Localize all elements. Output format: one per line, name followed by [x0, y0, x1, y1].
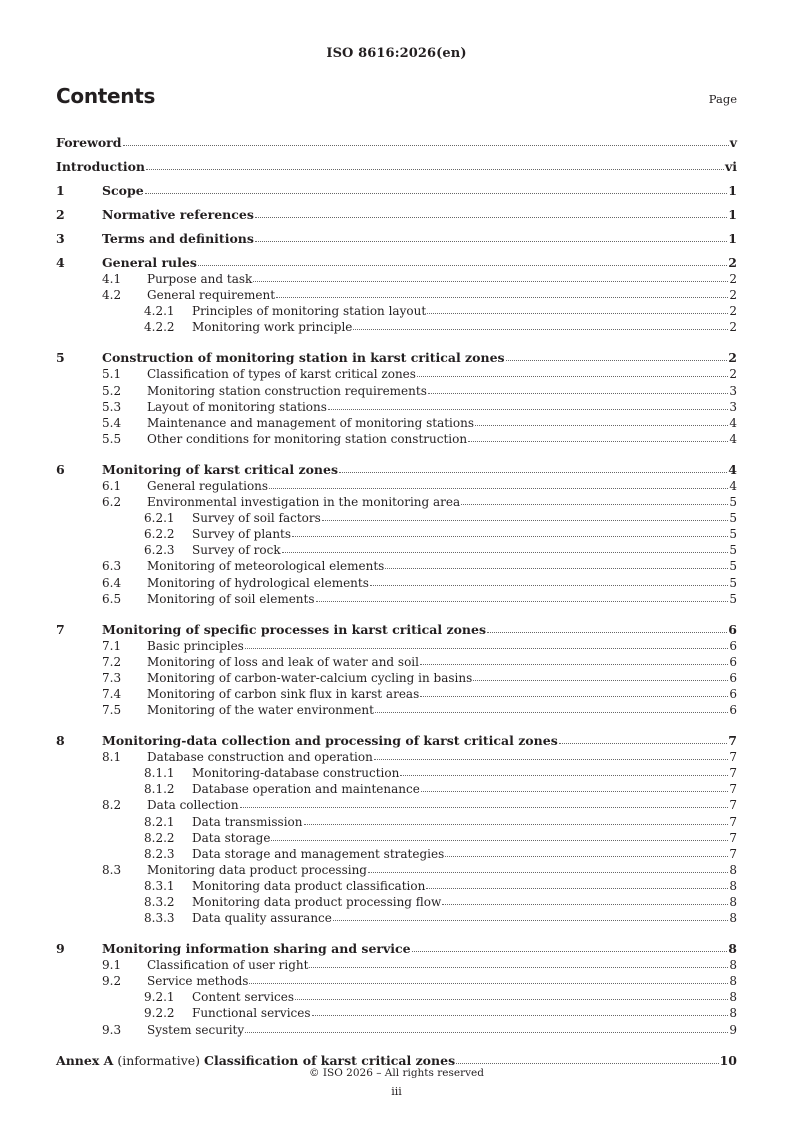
toc-entry[interactable]	[56, 198, 737, 222]
toc-entry[interactable]	[56, 1004, 737, 1020]
toc-entry-page: v	[729, 135, 737, 150]
toc-entry[interactable]	[56, 453, 737, 477]
toc-entry-page: 8	[728, 941, 737, 957]
dot-leader	[487, 632, 727, 633]
toc-entry[interactable]	[56, 365, 737, 381]
toc-entry-page: 1	[728, 183, 737, 198]
toc-entry-number: 8.1.2	[144, 782, 175, 797]
toc-entry-title: Monitoring work principle	[192, 320, 353, 335]
dot-leader	[255, 217, 727, 218]
page-column-label: Page	[708, 92, 737, 106]
toc-entry[interactable]	[56, 525, 737, 541]
annex-title: Classification of karst critical zones	[204, 1052, 456, 1068]
toc-entry-page: 6	[729, 686, 737, 701]
toc-entry-title: Survey of rock	[192, 543, 281, 558]
toc-entry-title: Data transmission	[192, 814, 303, 829]
toc-entry[interactable]	[56, 222, 737, 246]
toc-entry-number: 8.3	[102, 862, 122, 877]
toc-entry-title: Purpose and task	[147, 272, 253, 287]
toc-entry[interactable]	[56, 653, 737, 669]
toc-entry-page: 6	[729, 670, 737, 685]
annex-type: (informative)	[113, 1052, 205, 1068]
toc-entry-number: 7.4	[102, 686, 122, 701]
toc-entry[interactable]	[56, 174, 737, 198]
toc-entry-page: 7	[729, 782, 737, 797]
toc-entry-title: Data storage and management strategies	[192, 846, 445, 861]
toc-entry-number: 3	[56, 231, 65, 246]
dot-leader	[328, 409, 728, 410]
toc-entry-title: Monitoring data product classification	[192, 878, 426, 893]
toc-entry[interactable]	[56, 812, 737, 828]
toc-entry[interactable]	[56, 246, 737, 270]
toc-entry-title: Environmental investigation in the monitoring area	[147, 495, 461, 510]
toc-entry-number: 4.2.1	[144, 304, 175, 319]
toc-entry-number: 4.1	[102, 272, 122, 287]
toc-entry-number: 5.5	[102, 431, 122, 446]
toc-entry-page: 1	[728, 231, 737, 246]
toc-entry-title: Data collection	[147, 798, 239, 813]
toc-entry-title: Principles of monitoring station layout	[192, 304, 427, 319]
toc-entry-title: Monitoring data product processing	[147, 862, 367, 877]
dot-leader	[370, 585, 728, 586]
toc-entry-title: Functional services	[192, 1006, 311, 1021]
toc-entry-title: Classification of types of karst critical zones	[147, 367, 416, 382]
toc-entry-title: General regulations	[147, 478, 269, 493]
toc-entry-number: 9.2	[102, 974, 122, 989]
dot-leader	[506, 360, 728, 361]
toc-entry-title: Monitoring station construction requirements	[147, 383, 427, 398]
toc-entry[interactable]	[56, 893, 737, 909]
toc-entry-page: 1	[728, 207, 737, 222]
toc-entry-title: Data quality assurance	[192, 911, 332, 926]
toc-entry[interactable]	[56, 509, 737, 525]
dot-leader	[146, 169, 724, 170]
toc-entry[interactable]	[56, 701, 737, 717]
dot-leader	[428, 393, 728, 394]
toc-entry-number: 9	[56, 941, 65, 957]
toc-entry-number: 5	[56, 350, 65, 366]
toc-entry[interactable]	[56, 302, 737, 318]
toc-entry-page: 3	[729, 383, 737, 398]
toc-entry-page: 6	[728, 621, 737, 637]
toc-entry-page: 8	[729, 958, 737, 973]
toc-entry-number: 8.2.2	[144, 830, 175, 845]
toc-entry-page: 2	[729, 367, 737, 382]
toc-entry-title: Database construction and operation	[147, 750, 373, 765]
dot-leader	[316, 601, 729, 602]
toc-entry-number: 7.3	[102, 670, 122, 685]
toc-entry[interactable]	[56, 590, 737, 606]
dot-leader	[475, 425, 728, 426]
toc-entry-title: General rules	[102, 255, 197, 270]
toc-entry[interactable]	[56, 909, 737, 925]
toc-entry[interactable]	[56, 764, 737, 780]
toc-entry-page: 7	[728, 733, 737, 749]
toc-entry-title: Basic principles	[147, 638, 244, 653]
toc-entry-page: 3	[729, 399, 737, 414]
toc-entry-page: vi	[724, 159, 737, 174]
toc-entry[interactable]	[56, 956, 737, 972]
toc-entry-title: Monitoring data product processing flow	[192, 895, 442, 909]
toc-entry[interactable]	[56, 972, 737, 988]
toc-entry-number: 7.1	[102, 638, 122, 653]
toc-entry[interactable]	[56, 724, 737, 748]
toc-entry-number: 8.2	[102, 798, 122, 813]
toc-entry-page: 8	[729, 1006, 737, 1021]
toc-entry-page: 4	[729, 431, 737, 446]
toc-entry-title: System security	[147, 1022, 245, 1037]
toc-entry-number: 4	[56, 255, 65, 270]
dot-leader	[456, 1063, 718, 1064]
toc-entry-page: 8	[729, 862, 737, 877]
toc-entry-page: 6	[729, 654, 737, 669]
toc-entry[interactable]	[56, 613, 737, 637]
toc-entry-title: Terms and definitions	[102, 231, 254, 246]
toc-entry[interactable]	[56, 829, 737, 845]
toc-entry-number: 9.1	[102, 958, 122, 973]
toc-entry-title: Classification of user right	[147, 958, 309, 973]
toc-entry-page: 7	[729, 766, 737, 781]
toc-entry-number: 4.2.2	[144, 320, 175, 335]
toc-entry[interactable]	[56, 1044, 737, 1068]
toc-entry-title: Monitoring of soil elements	[147, 591, 315, 606]
toc-entry-title: Construction of monitoring station in karst critical zones	[102, 350, 505, 366]
toc-entry-page: 6	[729, 638, 737, 653]
toc-entry-number: 7.5	[102, 703, 122, 718]
dot-leader	[427, 313, 728, 314]
toc-entry[interactable]	[56, 150, 737, 174]
toc-entry-number: 7	[56, 621, 65, 637]
toc-entry-page: 5	[729, 511, 737, 526]
toc-entry[interactable]	[56, 748, 737, 764]
toc-entry-title: Survey of plants	[192, 527, 292, 542]
toc-entry[interactable]	[56, 796, 737, 812]
dot-leader	[145, 193, 728, 194]
dot-leader	[304, 824, 729, 825]
toc-entry-page: 2	[729, 320, 737, 335]
toc-entry-page: 7	[729, 814, 737, 829]
toc-entry-number: 8.3.3	[144, 911, 175, 926]
toc-entry-page: 7	[729, 830, 737, 845]
toc-entry-page: 4	[729, 478, 737, 493]
toc-entry-number: 9.2.2	[144, 1006, 175, 1021]
dot-leader	[412, 951, 728, 952]
copyright-footer: © ISO 2026 – All rights reserved	[309, 1067, 484, 1079]
toc-entry-number: 5.4	[102, 415, 122, 430]
dot-leader	[339, 472, 727, 473]
toc-entry-number: 8.3.1	[144, 878, 175, 893]
toc-entry-number: 9.3	[102, 1022, 122, 1037]
dot-leader	[198, 265, 727, 266]
toc-entry-title: General requirement	[147, 288, 276, 303]
toc-entry-number: 2	[56, 207, 65, 222]
toc-entry-title: Monitoring of meteorological elements	[147, 559, 385, 574]
dot-leader	[426, 888, 728, 889]
toc-entry-page: 5	[729, 495, 737, 510]
toc-entry-page: 5	[729, 575, 737, 590]
annex-label: Annex A	[56, 1052, 114, 1068]
toc-entry-page: 2	[729, 304, 737, 319]
toc-entry-page: 7	[729, 750, 737, 765]
document-id-header: ISO 8616:2026(en)	[326, 46, 467, 61]
toc-entry[interactable]	[56, 573, 737, 589]
toc-entry-page: 8	[729, 878, 737, 893]
toc-entry-title: Monitoring-data collection and processing of karst critical zones	[102, 733, 558, 749]
dot-leader	[271, 840, 728, 841]
toc-entry-number: 6.4	[102, 575, 122, 590]
toc-entry-page: 8	[729, 990, 737, 1005]
dot-leader	[295, 999, 728, 1000]
toc-entry-title: Monitoring information sharing and service	[102, 941, 411, 957]
toc-entry-number: 6.2.3	[144, 543, 175, 558]
dot-leader	[312, 1015, 729, 1016]
toc-entry[interactable]	[56, 988, 737, 1004]
dot-leader	[353, 329, 728, 330]
toc-entry-title: Introduction	[56, 159, 146, 174]
toc-entry[interactable]	[56, 557, 737, 573]
toc-entry-page: 4	[728, 461, 737, 477]
toc-entry-number: 8.2.3	[144, 846, 175, 861]
toc-entry-title: Service methods	[147, 974, 249, 989]
toc-entry-page: 7	[729, 846, 737, 861]
dot-leader	[442, 904, 728, 905]
toc-entry-page: 5	[729, 559, 737, 574]
toc-entry-title: Survey of soil factors	[192, 511, 321, 526]
toc-entry[interactable]	[56, 493, 737, 509]
toc-entry[interactable]	[56, 126, 737, 150]
toc-entry-number: 8	[56, 733, 65, 749]
toc-entry-number: 5.2	[102, 383, 122, 398]
dot-leader	[417, 376, 728, 377]
toc-entry[interactable]	[56, 637, 737, 653]
toc-entry-title: Monitoring of the water environment	[147, 703, 374, 718]
dot-leader	[559, 743, 728, 744]
toc-entry-title: Database operation and maintenance	[192, 782, 420, 797]
toc-entry-number: 6	[56, 461, 65, 477]
toc-entry-title: Monitoring-database construction	[192, 766, 400, 781]
toc-entry[interactable]	[56, 845, 737, 861]
toc-entry-page: 8	[729, 895, 737, 909]
toc-entry-number: 6.1	[102, 478, 122, 493]
toc-entry-title	[56, 1053, 455, 1068]
toc-entry-number: 6.2	[102, 495, 122, 510]
toc-entry-title: Monitoring of carbon-water-calcium cycling in basins	[147, 670, 473, 685]
dot-leader	[385, 568, 728, 569]
table-of-contents	[56, 126, 737, 1068]
toc-entry-page: 7	[729, 798, 737, 813]
toc-entry-title: Maintenance and management of monitoring stations	[147, 415, 475, 430]
dot-leader	[400, 775, 728, 776]
toc-entry-title: Layout of monitoring stations	[147, 399, 327, 414]
toc-entry-page: 4	[729, 415, 737, 430]
toc-entry-number: 8.3.2	[144, 895, 175, 909]
toc-entry[interactable]	[56, 270, 737, 286]
toc-entry[interactable]	[56, 685, 737, 701]
toc-entry-page: 2	[728, 255, 737, 270]
dot-leader	[249, 983, 728, 984]
dot-leader	[473, 680, 728, 681]
toc-entry[interactable]	[56, 669, 737, 685]
toc-entry[interactable]	[56, 381, 737, 397]
toc-entry-title: Other conditions for monitoring station construction	[147, 431, 468, 446]
dot-leader	[269, 488, 728, 489]
toc-entry[interactable]	[56, 477, 737, 493]
dot-leader	[245, 648, 729, 649]
toc-entry-page: 6	[729, 703, 737, 718]
toc-entry-number: 1	[56, 183, 65, 198]
toc-entry-number: 5.1	[102, 367, 122, 382]
toc-entry-title: Scope	[102, 183, 144, 198]
toc-entry-number: 4.2	[102, 288, 122, 303]
toc-entry-number: 8.1	[102, 750, 122, 765]
dot-leader	[322, 520, 729, 521]
dot-leader	[445, 856, 728, 857]
toc-entry-page: 2	[729, 272, 737, 287]
toc-entry-title: Monitoring of carbon sink flux in karst areas	[147, 686, 420, 701]
toc-entry-page: 5	[729, 591, 737, 606]
toc-entry[interactable]	[56, 318, 737, 334]
dot-leader	[374, 759, 729, 760]
dot-leader	[245, 1032, 728, 1033]
toc-entry[interactable]	[56, 430, 737, 446]
page-number: iii	[391, 1085, 402, 1098]
toc-entry[interactable]	[56, 780, 737, 796]
dot-leader	[468, 441, 728, 442]
dot-leader	[123, 145, 729, 146]
toc-entry-page: 8	[729, 974, 737, 989]
dot-leader	[253, 281, 728, 282]
dot-leader	[255, 241, 727, 242]
toc-entry-number: 9.2.1	[144, 990, 175, 1005]
toc-entry-title: Data storage	[192, 830, 271, 845]
toc-entry-page: 5	[729, 543, 737, 558]
toc-entry[interactable]	[56, 541, 737, 557]
dot-leader	[276, 297, 728, 298]
dot-leader	[292, 536, 728, 537]
dot-leader	[333, 920, 728, 921]
toc-entry[interactable]	[56, 398, 737, 414]
dot-leader	[240, 807, 729, 808]
toc-entry[interactable]	[56, 877, 737, 893]
dot-leader	[368, 872, 728, 873]
toc-entry-page: 2	[729, 288, 737, 303]
toc-entry-page: 10	[719, 1052, 737, 1068]
dot-leader	[420, 696, 728, 697]
toc-entry-number: 5.3	[102, 399, 122, 414]
toc-entry-title: Content services	[192, 990, 295, 1005]
dot-leader	[420, 664, 728, 665]
toc-entry-number: 6.3	[102, 559, 122, 574]
dot-leader	[461, 504, 728, 505]
toc-entry[interactable]	[56, 1020, 737, 1036]
toc-entry-title: Monitoring of loss and leak of water and soil	[147, 654, 419, 669]
toc-entry[interactable]	[56, 286, 737, 302]
dot-leader	[282, 552, 729, 553]
dot-leader	[421, 791, 729, 792]
dot-leader	[309, 967, 728, 968]
toc-entry-number: 7.2	[102, 654, 122, 669]
toc-entry-title: Normative references	[102, 207, 254, 222]
toc-entry-title: Monitoring of specific processes in karst critical zones	[102, 621, 486, 637]
toc-entry-page: 8	[729, 911, 737, 926]
toc-entry-page: 2	[728, 350, 737, 366]
toc-entry-page: 9	[729, 1022, 737, 1037]
toc-entry-number: 6.5	[102, 591, 122, 606]
toc-entry-number: 8.2.1	[144, 814, 175, 829]
toc-entry[interactable]	[56, 341, 737, 365]
toc-entry-number: 8.1.1	[144, 766, 175, 781]
toc-entry-page: 5	[729, 527, 737, 542]
toc-entry-title: Foreword	[56, 135, 122, 150]
toc-entry-title: Monitoring of karst critical zones	[102, 461, 339, 477]
toc-entry-number: 6.2.2	[144, 527, 175, 542]
toc-entry-number: 6.2.1	[144, 511, 175, 526]
toc-entry[interactable]	[56, 861, 737, 877]
toc-entry-title: Monitoring of hydrological elements	[147, 575, 369, 590]
toc-entry[interactable]	[56, 414, 737, 430]
dot-leader	[375, 712, 728, 713]
toc-entry[interactable]	[56, 932, 737, 956]
page-title: Contents	[56, 84, 156, 108]
